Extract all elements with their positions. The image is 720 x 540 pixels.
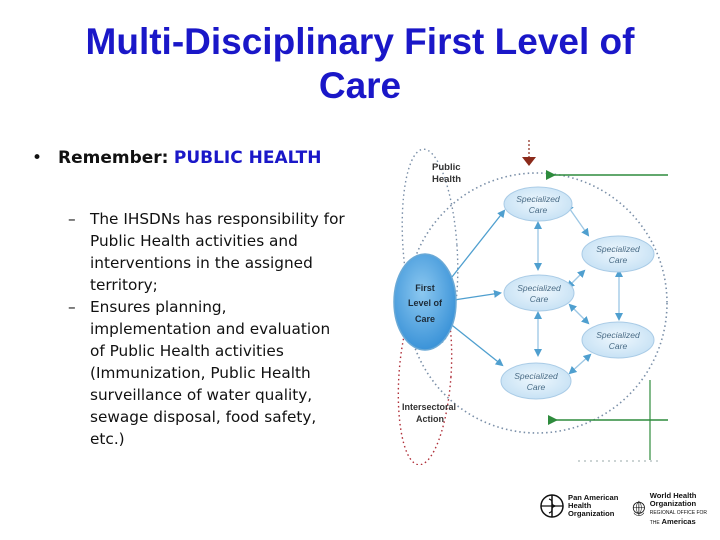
public-health-label-line: Public [432, 162, 461, 173]
specialized-care-node-2 [582, 236, 654, 272]
bullet-highlight: PUBLIC HEALTH [173, 148, 322, 168]
who-emblem-icon [632, 495, 646, 523]
specialized-care-label-line: Care [528, 205, 548, 215]
first-level-of-care-node [394, 254, 456, 350]
paho-logo [540, 492, 618, 520]
sub-bullet-line: (Immunization, Public Health [90, 364, 311, 382]
sub-bullet-line: territory; [90, 276, 158, 294]
sub-bullet-line: etc.) [90, 430, 125, 448]
sub-bullet-line: Ensures planning, [90, 298, 227, 316]
intersectoral-label-line: Action [416, 414, 444, 424]
sub-bullet-line: Public Health activities and [90, 232, 298, 250]
specialized-care-label-line: Care [608, 341, 628, 351]
who-name [650, 492, 715, 527]
sub-bullet-line: of Public Health activities [90, 342, 284, 360]
sub-bullet-line: The IHSDNs has responsibility for [90, 210, 345, 228]
specialized-care-label-line: Specialized [516, 194, 560, 204]
first-level-label-line: First [415, 283, 435, 293]
title-line-1: Multi-Disciplinary First Level of [85, 21, 635, 62]
main-bullet [32, 148, 392, 168]
sub-bullet-dash: – [68, 298, 76, 316]
sub-bullet-planning [62, 296, 362, 450]
logo-strip [540, 492, 715, 526]
who-region-name: Americas [661, 516, 696, 526]
specialized-care-node-3 [504, 275, 574, 311]
paho-emblem-icon [540, 492, 564, 520]
specialized-care-label-line: Care [526, 382, 546, 392]
sub-bullet-dash: – [68, 210, 76, 228]
paho-name-line: Organization [568, 509, 615, 519]
slide-title [40, 20, 680, 108]
title-line-2: Care [318, 65, 402, 106]
specialized-care-label-line: Specialized [517, 283, 561, 293]
specialized-care-label-line: Specialized [514, 371, 558, 381]
sub-bullet-line: sewage disposal, food safety, [90, 408, 317, 426]
specialized-care-label-line: Specialized [596, 244, 640, 254]
paho-name-line: Health [568, 500, 592, 510]
arrow-to-spec-5 [448, 322, 502, 365]
specialized-care-node-5 [501, 363, 571, 399]
sub-bullet-list [62, 208, 362, 450]
first-level-label-line: Care [414, 314, 436, 324]
arrow-spec-5-4 [570, 355, 590, 373]
arrow-spec-3-4 [570, 305, 588, 323]
first-level-label-line: Level of [407, 298, 443, 308]
specialized-care-node-4 [582, 322, 654, 358]
who-name-line: Organization [649, 499, 697, 509]
care-network-diagram [392, 135, 672, 465]
specialized-care-label-line: Specialized [596, 330, 640, 340]
public-health-label-line: Health [432, 174, 462, 185]
sub-bullet-line: interventions in the assigned [90, 254, 313, 272]
specialized-care-label-line: Care [529, 294, 549, 304]
who-region [650, 508, 715, 526]
sub-bullet-line: surveillance of water quality, [90, 386, 313, 404]
who-logo [632, 492, 715, 527]
sub-bullet-responsibility [62, 208, 362, 296]
who-name-line: World Health [649, 491, 697, 500]
bullet-keyword: Remember: [58, 148, 169, 168]
sub-bullet-line: implementation and evaluation [90, 320, 331, 338]
intersectoral-label-line: Intersectoral [402, 402, 457, 412]
paho-name-line: Pan American [568, 492, 619, 502]
specialized-care-label-line: Care [608, 255, 628, 265]
who-caption: REGIONAL OFFICE FOR THE [649, 510, 708, 526]
paho-name [568, 494, 618, 519]
specialized-care-node-1 [504, 187, 572, 221]
maroon-arrow-icon [522, 157, 536, 166]
arrow-to-spec-3 [454, 293, 500, 300]
bullet-symbol: • [32, 148, 43, 168]
